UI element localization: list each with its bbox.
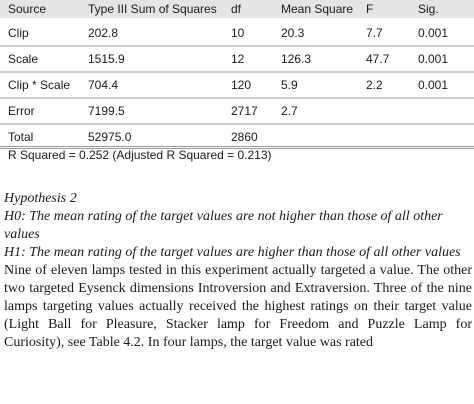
- cell-source: Clip: [8, 26, 29, 40]
- header-sum-of-squares: Type III Sum of Squares: [88, 2, 217, 16]
- cell-ss: 704.4: [88, 78, 119, 92]
- cell-f: 7.7: [366, 26, 383, 40]
- cell-f: 47.7: [366, 52, 390, 66]
- table-note: R Squared = 0.252 (Adjusted R Squared = 0.213): [8, 148, 272, 162]
- cell-ms: 2.7: [281, 104, 298, 118]
- cell-sig: 0.001: [418, 52, 449, 66]
- cell-source: Scale: [8, 52, 39, 66]
- cell-sig: 0.001: [418, 78, 449, 92]
- hypothesis-heading: Hypothesis 2: [4, 191, 77, 206]
- header-sig: Sig.: [418, 2, 439, 16]
- cell-df: 2717: [231, 104, 258, 118]
- cell-ss: 1515.9: [88, 52, 125, 66]
- cell-sig: 0.001: [418, 26, 449, 40]
- table-row: [0, 21, 474, 45]
- header-mean-square: Mean Square: [281, 2, 354, 16]
- cell-df: 2860: [231, 130, 258, 144]
- table-header: [0, 0, 474, 18]
- cell-ms: 20.3: [281, 26, 305, 40]
- null-hypothesis: H0: The mean rating of the target values are not higher than those of all other values: [4, 209, 443, 242]
- table-row: [0, 99, 474, 123]
- cell-ms: 126.3: [281, 52, 312, 66]
- cell-ss: 202.8: [88, 26, 119, 40]
- cell-ss: 7199.5: [88, 104, 125, 118]
- cell-f: 2.2: [366, 78, 383, 92]
- cell-source: Error: [8, 104, 35, 118]
- header-source: Source: [8, 2, 47, 16]
- cell-source: Clip * Scale: [8, 78, 71, 92]
- cell-df: 12: [231, 52, 245, 66]
- table-row: [0, 73, 474, 97]
- header-f: F: [366, 2, 374, 16]
- cell-ms: 5.9: [281, 78, 298, 92]
- header-df: df: [231, 2, 242, 16]
- body-paragraph: Nine of eleven lamps tested in this experiment actually targeted a value. The other two targeted Eysenck dimensions Introversion and Extraversion. Three of the nine lamps targeting values actually received the highest ratings on their target value (Light Ball for Pleasure, Stacker lamp for Freedom and Puzzle Lamp for Curiosity), see Table 4.2. In four lamps, the target value was rated: [4, 263, 472, 350]
- alternative-hypothesis: H1: The mean rating of the target values are higher than those of all other values: [4, 245, 461, 260]
- hypothesis-section: [4, 190, 472, 352]
- cell-df: 10: [231, 26, 245, 40]
- cell-source: Total: [8, 130, 34, 144]
- cell-df: 120: [231, 78, 252, 92]
- table-row: [0, 47, 474, 71]
- cell-ss: 52975.0: [88, 130, 132, 144]
